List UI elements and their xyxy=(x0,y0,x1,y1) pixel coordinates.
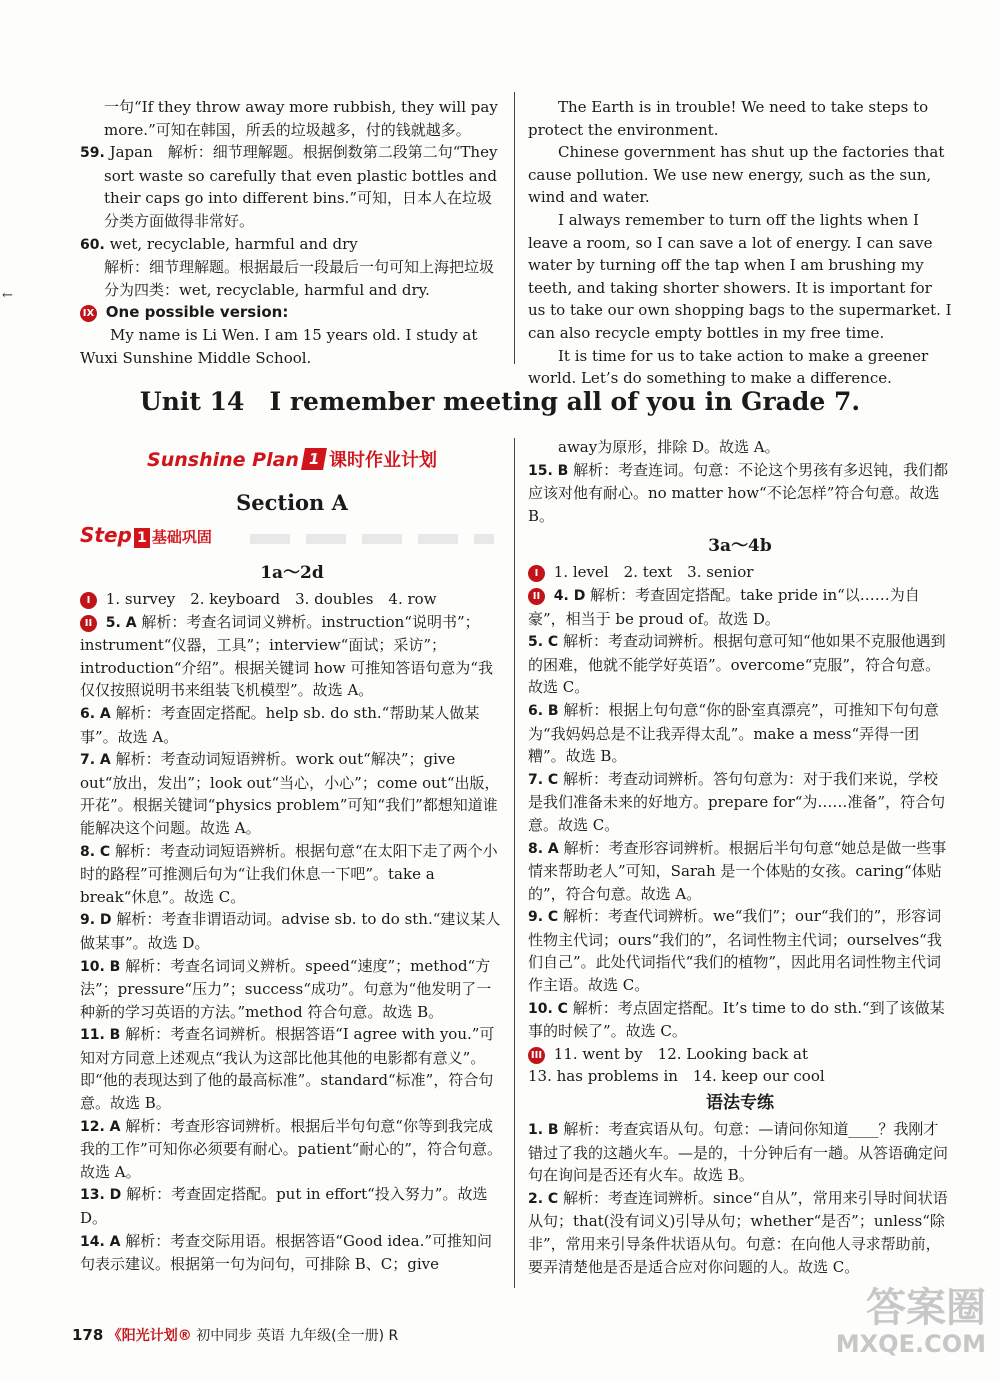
answer-text: 解析：考查形容词辨析。根据后半句句意“你等到我完成我的工作”可知你必须要有耐心。patient“耐心的”，符合句意。故选 A。 xyxy=(80,1116,502,1181)
answer-text: 解析：考查名词辨析。根据答语“I agree with you.”可知对方同意上述观点“我认为这部比他其他的电影都有意义”。即“他的表现达到了他的最高标准”。standard“标准”，符合句意。故选 B。 xyxy=(80,1025,495,1113)
answer-item xyxy=(528,699,952,768)
step-decoration xyxy=(250,534,494,544)
q59-number: 59. xyxy=(80,145,105,162)
q5-number: 5. A xyxy=(105,614,137,631)
answer-number: 9. D xyxy=(80,912,112,929)
answer-text: 解析：考查固定搭配。put in effort“投入努力”。故选 D。 xyxy=(80,1185,488,1228)
right-q4 xyxy=(528,584,952,630)
group-iii-answers xyxy=(528,1043,952,1066)
right-answer-list xyxy=(528,630,952,1043)
answer-item xyxy=(80,1230,504,1276)
answer-item xyxy=(528,997,952,1043)
answer-number: 14. A xyxy=(80,1233,121,1250)
q15-number: 15. B xyxy=(528,462,569,479)
answer-text: 解析：考查交际用语。根据答语“Good idea.”可推知问句表示建议。根据第一句为问句，可排除 B、C；give xyxy=(80,1231,493,1274)
q59-text: Japan 解析：细节理解题。根据倒数第二段第二句“They sort waste so carefully that even plastic bottles and their caps go into different bins.”可知，日本人在垃圾分类方面做得非常好。 xyxy=(104,143,498,230)
q59 xyxy=(80,141,504,232)
left-answer-list xyxy=(80,702,504,1276)
essay-para-1: The Earth is in trouble! We need to take steps to protect the environment. xyxy=(528,98,929,139)
q15-text: 解析：考查连词。句意：不论这个男孩有多迟钝，我们都应该对他有耐心。no matter how“不论怎样”符合句意。故选 B。 xyxy=(528,460,949,525)
group-iii-line-1: 11. went by 12. Looking back at xyxy=(553,1044,808,1063)
section-ix-marker: IX xyxy=(80,305,97,322)
answer-number: 13. D xyxy=(80,1187,122,1204)
answer-number: 8. C xyxy=(80,843,111,860)
answer-item xyxy=(528,905,952,996)
banner-number-box: 1 xyxy=(301,448,327,470)
q14-continued: away为原形，排除 D。故选 A。 xyxy=(558,438,780,456)
answer-item xyxy=(80,748,504,839)
grammar-number: 2. C xyxy=(528,1190,559,1207)
answer-text: 解析：考查名词词义辨析。speed“速度”；method“方法”；pressure“压力”；success“成功”。句意为“他发明了一种新的学习英语的方法。”method 符合句意。故选 B。 xyxy=(80,956,492,1021)
watermark-logo xyxy=(836,1286,986,1358)
answer-item xyxy=(528,630,952,699)
banner-right-text: 课时作业计划 xyxy=(328,450,437,471)
q5-text: 解析：考查名词词义辨析。instruction“说明书”；instrument“仪器，工具”；interview“面试；采访”；introduction“介绍”。根据关键词 how 可推知答语句意为“我仅仅按照说明书来组装飞机模型”。故选 A。 xyxy=(80,612,493,700)
answer-item xyxy=(528,837,952,906)
section-ix-label: One possible version: xyxy=(105,303,289,322)
answer-text: 解析：考查固定搭配。help sb. do sth.“帮助某人做某事”。故选 A。 xyxy=(80,703,480,746)
answer-item xyxy=(528,768,952,837)
footer-brand: 《阳光计划® xyxy=(107,1328,192,1344)
watermark-line-1: 答案圈 xyxy=(866,1285,986,1331)
q5 xyxy=(80,611,504,702)
q15 xyxy=(528,459,952,528)
answer-item xyxy=(80,908,504,954)
right-group-i-marker: I xyxy=(528,565,545,582)
step-label: 基础巩固 xyxy=(151,528,212,546)
answer-item xyxy=(80,1183,504,1229)
grammar-number: 1. B xyxy=(528,1122,559,1139)
answer-item xyxy=(80,702,504,748)
answer-number: 8. A xyxy=(528,840,559,857)
answer-text: 解析：根据上句句意“你的卧室真漂亮”，可推知下句句意为“我妈妈总是不让我弄得太乱”。make a mess“弄得一团糟”。故选 B。 xyxy=(528,700,939,766)
answer-text: 解析：考查动词短语辨析。根据句意“在太阳下走了两个小时的路程”可推测后句为“让我们休息一下吧”。take a break“休息”。故选 C。 xyxy=(80,841,498,906)
answer-number: 10. C xyxy=(528,1000,568,1017)
grammar-title: 语法专练 xyxy=(706,1093,774,1114)
page-footer xyxy=(72,1325,592,1346)
answer-number: 10. B xyxy=(80,958,121,975)
answer-text: 解析：考查动词短语辨析。work out“解决”；give out“放出，发出”；look out“当心，小心”；come out“出版，开花”。根据关键词“physics problem”可知“我们”都想知道谁能解决这个问题。故选 A。 xyxy=(80,750,500,837)
answer-number: 11. B xyxy=(80,1027,121,1044)
q58-continued: 一句“If they throw away more rubbish, they will pay more.”可知在韩国，所丢的垃圾越多，付的钱就越多。 xyxy=(104,98,498,139)
grammar-text: 解析：考查宾语从句。句意：—请问你知道____？我刚才错过了我的这趟火车。—是的，十分钟后有一趟。从答语确定问句在询问是否还有火车。故选 B。 xyxy=(528,1120,949,1185)
sub-title-1a-2d: 1a～2d xyxy=(260,563,324,583)
answer-number: 7. A xyxy=(80,752,111,769)
step-word: Step xyxy=(80,523,132,547)
margin-mark: ← xyxy=(2,288,13,303)
banner-left-text: Sunshine Plan xyxy=(147,449,299,471)
essay-intro: My name is Li Wen. I am 15 years old. I study at Wuxi Sunshine Middle School. xyxy=(80,325,478,367)
answer-number: 9. C xyxy=(528,909,559,926)
step-bar xyxy=(80,524,504,554)
q60 xyxy=(80,233,504,257)
lower-right-column xyxy=(528,436,952,1278)
section-ix-heading xyxy=(80,301,504,324)
section-title: Section A xyxy=(236,490,348,515)
grammar-item xyxy=(528,1118,952,1187)
answer-text: 解析：考查代词辨析。we“我们”；our“我们的”，形容词性物主代词；ours“我们的”，名词性物主代词；ourselves“我们自己”。此处代词指代“我们的植物”，因此用名词性物主代词作主语。故选 C。 xyxy=(528,907,942,995)
unit-title: Unit 14 I remember meeting all of you in Grade 7. xyxy=(139,387,861,416)
answer-text: 解析：考查形容词辨析。根据后半句句意“她总是做一些事情来帮助老人”可知，Sarah 是一个体贴的女孩。caring“体贴的”，符合句意。故选 A。 xyxy=(528,838,947,903)
top-left-column xyxy=(80,96,504,369)
group-i-marker: I xyxy=(80,592,97,609)
answer-item xyxy=(80,840,504,909)
right-group-i-text: 1. level 2. text 3. senior xyxy=(553,563,754,582)
right-q4-number: 4. D xyxy=(553,587,586,604)
q60-note: 解析：细节理解题。根据最后一段最后一句可知上海把垃圾分为四类：wet, recyclable, harmful and dry. xyxy=(104,258,495,299)
q60-text: wet, recyclable, harmful and dry xyxy=(109,234,358,253)
answer-text: 解析：考查动词辨析。根据句意可知“他如果不克服他遇到的困难，他就不能学好英语”。overcome“克服”，符合句意。故选 C。 xyxy=(528,632,946,697)
answer-number: 5. C xyxy=(528,634,559,651)
answer-number: 7. C xyxy=(528,771,559,788)
answer-item xyxy=(80,1115,504,1184)
group-i-answers xyxy=(80,588,504,611)
sunshine-plan-banner xyxy=(80,448,504,478)
q60-number: 60. xyxy=(80,236,105,253)
essay-para-4: It is time for us to take action to make a greener world. Let’s do something to make a difference. xyxy=(528,346,929,388)
sub-title-3a-4b: 3a～4b xyxy=(708,536,772,557)
top-right-column xyxy=(528,96,952,390)
step-number: 1 xyxy=(134,528,150,548)
right-group-i-answers xyxy=(528,561,952,584)
top-column-divider xyxy=(514,92,515,364)
answer-number: 12. A xyxy=(80,1118,121,1135)
grammar-item xyxy=(528,1187,952,1278)
bottom-column-divider xyxy=(514,438,515,1288)
answer-number: 6. B xyxy=(528,702,559,719)
footer-book-title: 初中同步 英语 九年级(全一册) R xyxy=(196,1328,399,1344)
essay-para-3: I always remember to turn off the lights when I leave a room, so I can save a lot of energy. I can save water by turning off the tap when I am brushing my teeth, and taking shorter showers. It is important for us to take our own shopping bags to the supermarket. I can also recycle empty bottles in my free time. xyxy=(528,210,952,342)
group-iii-line-2: 13. has problems in 14. keep our cool xyxy=(528,1067,825,1086)
group-i-text: 1. survey 2. keyboard 3. doubles 4. row xyxy=(105,590,437,608)
grammar-text: 解析：考查连词辨析。since“自从”，常用来引导时间状语从句；that(没有词义)引导从句；whether“是否”；unless“除非”，常用来引导条件状语从句。句意：在向他人寻求帮助前，要弄清楚他是否是适合应对你问题的人。故选 C。 xyxy=(528,1188,948,1276)
answer-text: 解析：考查非谓语动词。advise sb. to do sth.“建议某人做某事”。故选 D。 xyxy=(80,910,501,952)
watermark-line-2: MXQE.COM xyxy=(835,1330,986,1358)
essay-para-2: Chinese government has shut up the factories that cause pollution. We use new energy, such as the sun, wind and water. xyxy=(528,143,945,207)
answer-text: 解析：考查动词辨析。答句句意为：对于我们来说，学校是我们准备未来的好地方。prepare for“为……准备”，符合句意。故选 C。 xyxy=(528,769,946,834)
answer-item xyxy=(80,1023,504,1114)
right-group-ii-marker: II xyxy=(528,588,545,605)
answer-item xyxy=(80,955,504,1024)
right-q4-text: 解析：考查固定搭配。take pride in“以……为自豪”，相当于 be proud of。故选 D。 xyxy=(528,585,920,628)
lower-left-column xyxy=(80,448,504,1276)
answer-text: 解析：考点固定搭配。It’s time to do sth.“到了该做某事的时候了”。故选 C。 xyxy=(528,998,945,1041)
group-iii-marker: III xyxy=(528,1047,545,1064)
group-ii-marker: II xyxy=(80,615,97,632)
page-number: 178 xyxy=(72,1326,104,1344)
answer-number: 6. A xyxy=(80,705,111,722)
